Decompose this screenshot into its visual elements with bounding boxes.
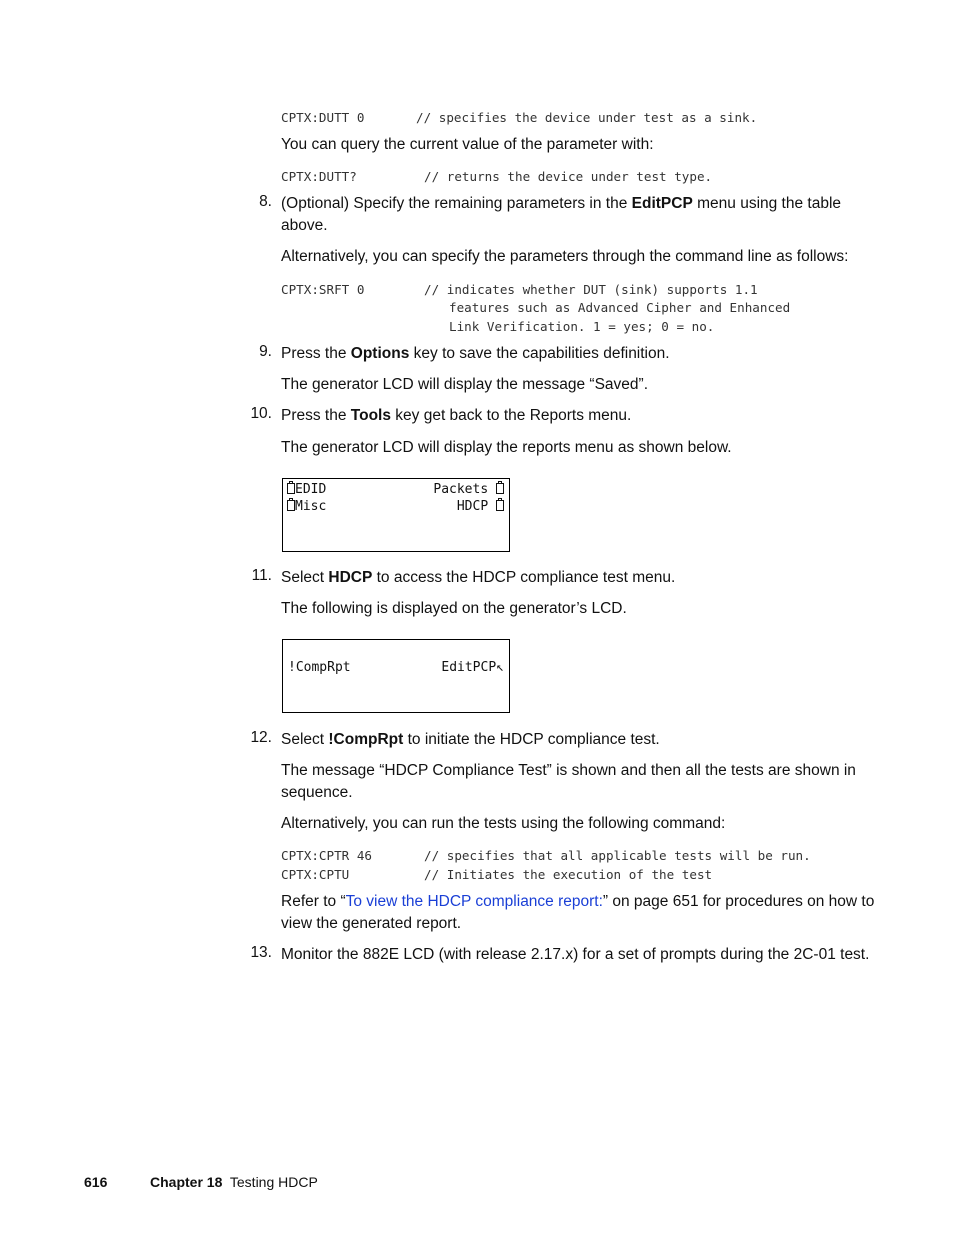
lcd-display-hdcp-menu bbox=[282, 639, 510, 713]
soft-key-icon bbox=[287, 483, 295, 494]
lcd-label: HDCP bbox=[456, 499, 489, 514]
step-text bbox=[281, 193, 841, 215]
text-run: Select bbox=[281, 731, 329, 748]
step-number: 13. bbox=[250, 944, 272, 961]
text-run: ” on page 651 for procedures on how to bbox=[602, 893, 875, 910]
step-number: 12. bbox=[250, 729, 272, 746]
paragraph: The generator LCD will display the message “Saved”. bbox=[281, 376, 649, 393]
lcd-item-misc bbox=[287, 499, 326, 514]
code-comment: // specifies that all applicable tests will be run. bbox=[424, 848, 811, 863]
lcd-item-edid bbox=[287, 482, 326, 497]
paragraph: Alternatively, you can specify the parameters through the command line as follows: bbox=[281, 248, 849, 265]
paragraph: The following is displayed on the generator’s LCD. bbox=[281, 600, 627, 617]
step-number: 10. bbox=[250, 405, 272, 422]
lcd-item-packets bbox=[433, 482, 504, 497]
code-comment: // returns the device under test type. bbox=[424, 169, 713, 184]
code-comment: Link Verification. 1 = yes; 0 = no. bbox=[449, 319, 715, 334]
cross-reference-link[interactable]: To view the HDCP compliance report: bbox=[345, 893, 603, 910]
code-comment: // specifies the device under test as a sink. bbox=[416, 110, 758, 125]
code-command: CPTX:CPTR 46 bbox=[281, 848, 372, 863]
footer-chapter bbox=[150, 1174, 318, 1190]
paragraph-continuation: sequence. bbox=[281, 784, 353, 801]
text-run: Select bbox=[281, 569, 329, 586]
lcd-label: Packets bbox=[433, 482, 489, 497]
soft-key-icon bbox=[496, 500, 504, 511]
code-command: CPTX:DUTT? bbox=[281, 169, 357, 184]
bold-term: Tools bbox=[350, 407, 391, 424]
arrow-up-left-icon: ↖ bbox=[496, 660, 504, 675]
chapter-label: Chapter 18 bbox=[150, 1174, 223, 1190]
paragraph bbox=[281, 891, 874, 913]
soft-key-icon bbox=[287, 500, 295, 511]
step-text bbox=[281, 567, 675, 589]
paragraph: The message “HDCP Compliance Test” is shown and then all the tests are shown in bbox=[281, 762, 856, 779]
code-comment: // indicates whether DUT (sink) supports 1.1 bbox=[424, 282, 758, 297]
bold-term: EditPCP bbox=[631, 195, 693, 212]
text-run: to initiate the HDCP compliance test. bbox=[403, 731, 660, 748]
step-number: 9. bbox=[259, 343, 272, 360]
lcd-label: EDID bbox=[295, 482, 327, 497]
paragraph: You can query the current value of the parameter with: bbox=[281, 136, 654, 153]
text-run: to access the HDCP compliance test menu. bbox=[372, 569, 676, 586]
paragraph-continuation: view the generated report. bbox=[281, 915, 462, 932]
code-command: CPTX:SRFT 0 bbox=[281, 282, 365, 297]
text-run: key to save the capabilities definition. bbox=[409, 345, 670, 362]
lcd-item-comprpt: !CompRpt bbox=[288, 660, 351, 675]
lcd-item-editpcp bbox=[441, 660, 504, 675]
step-text bbox=[281, 405, 631, 427]
text-run: Press the bbox=[281, 345, 351, 362]
code-command: CPTX:CPTU bbox=[281, 867, 350, 882]
step-text: Monitor the 882E LCD (with release 2.17.x) for a set of prompts during the 2C-01 test. bbox=[281, 946, 870, 963]
code-line bbox=[281, 110, 364, 125]
text-run: Refer to “ bbox=[281, 893, 346, 910]
text-run: menu using the table bbox=[692, 195, 842, 212]
lcd-item-hdcp bbox=[457, 499, 504, 514]
lcd-label: Misc bbox=[295, 499, 327, 514]
step-text bbox=[281, 729, 660, 751]
bold-term: Options bbox=[350, 345, 410, 362]
lcd-display-reports-menu bbox=[282, 478, 510, 552]
page-number: 616 bbox=[84, 1174, 108, 1190]
bold-term: HDCP bbox=[328, 569, 373, 586]
paragraph: The generator LCD will display the reports menu as shown below. bbox=[281, 439, 732, 456]
text-run: key get back to the Reports menu. bbox=[390, 407, 632, 424]
step-text bbox=[281, 343, 670, 365]
paragraph: Alternatively, you can run the tests using the following command: bbox=[281, 815, 726, 832]
bold-term: !CompRpt bbox=[328, 731, 404, 748]
step-number: 11. bbox=[251, 567, 272, 584]
text-run: Press the bbox=[281, 407, 351, 424]
text-run: (Optional) Specify the remaining parameters in the bbox=[281, 195, 632, 212]
code-command: CPTX:DUTT 0 bbox=[281, 110, 365, 125]
code-comment: features such as Advanced Cipher and Enhanced bbox=[449, 300, 791, 315]
code-comment: // Initiates the execution of the test bbox=[424, 867, 713, 882]
chapter-title: Testing HDCP bbox=[229, 1174, 318, 1190]
lcd-label: EditPCP bbox=[441, 660, 497, 675]
step-number: 8. bbox=[259, 193, 272, 210]
step-text-continuation: above. bbox=[281, 217, 328, 234]
soft-key-icon bbox=[496, 483, 504, 494]
